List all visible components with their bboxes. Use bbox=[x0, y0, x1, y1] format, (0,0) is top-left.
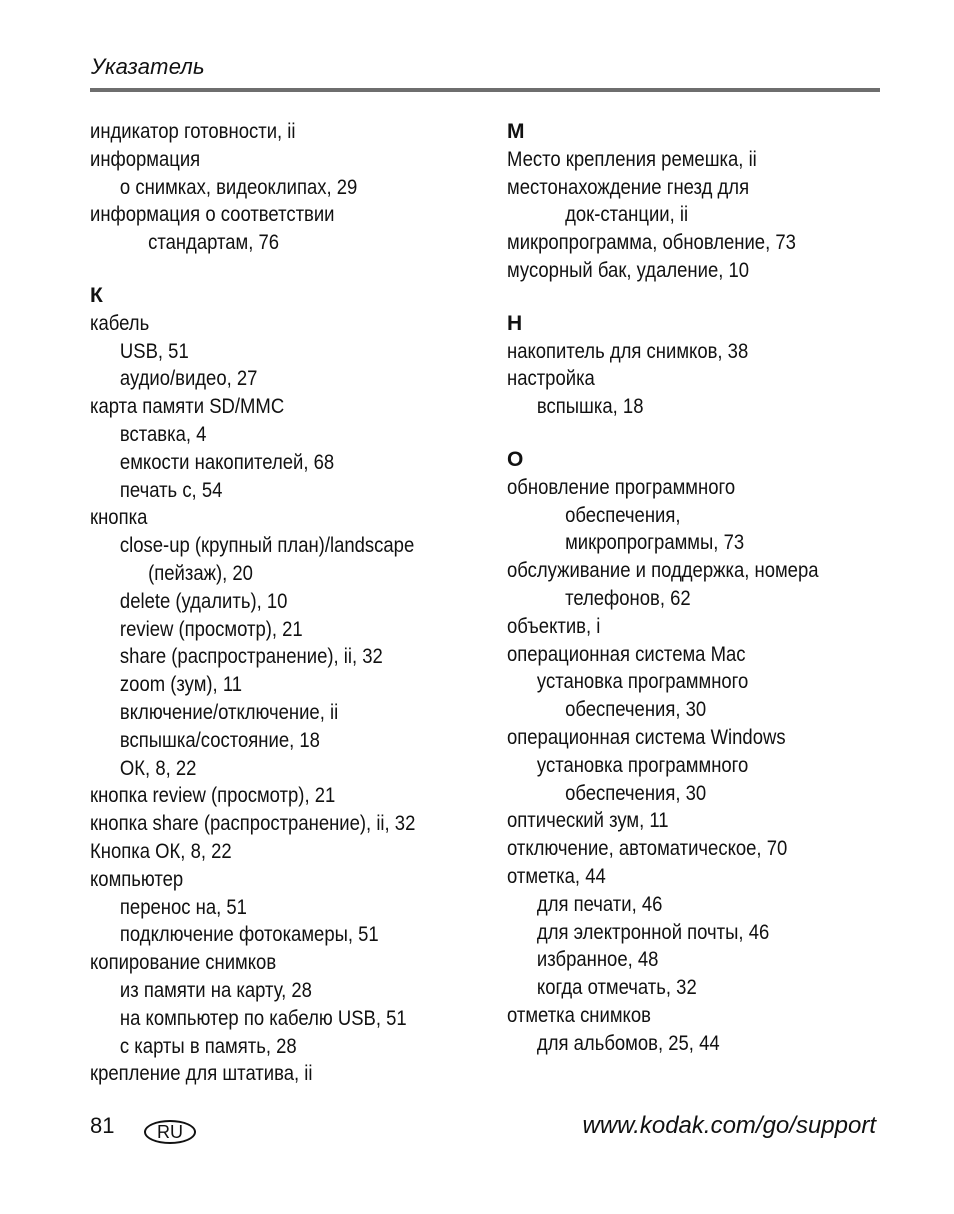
index-subentry: zoom (зум), 11 bbox=[119, 673, 243, 697]
index-section-heading: К bbox=[90, 283, 103, 307]
index-entry: местонахождение гнезд для bbox=[507, 175, 750, 199]
index-subentry: из памяти на карту, 28 bbox=[119, 978, 312, 1002]
index-section-heading: О bbox=[507, 447, 524, 471]
index-entry: кнопка bbox=[90, 506, 148, 530]
index-entry: оптический зум, 11 bbox=[507, 809, 669, 833]
index-entry: индикатор готовности, ii bbox=[90, 120, 296, 143]
index-entry: карта памяти SD/MMC bbox=[90, 395, 285, 419]
index-subentry: о снимках, видеоклипах, 29 bbox=[119, 175, 358, 199]
index-column-left bbox=[90, 118, 490, 1088]
index-subentry: установка программного bbox=[536, 753, 749, 777]
index-entry: обновление программного bbox=[507, 475, 736, 499]
index-subentry: для электронной почты, 46 bbox=[536, 920, 770, 944]
index-entry: Кнопка ОК, 8, 22 bbox=[90, 839, 232, 863]
index-subentry: review (просмотр), 21 bbox=[119, 617, 303, 641]
index-entry: мусорный бак, удаление, 10 bbox=[507, 258, 750, 282]
index-entry: операционная система Windows bbox=[507, 725, 786, 749]
index-subentry: вспышка/состояние, 18 bbox=[119, 728, 320, 752]
index-subentry: док-станции, ii bbox=[565, 203, 689, 227]
index-entry: Место крепления ремешка, ii bbox=[507, 147, 757, 171]
index-subentry: share (распространение), ii, 32 bbox=[119, 645, 383, 669]
language-badge: RU bbox=[144, 1120, 196, 1144]
index-subentry: (пейзаж), 20 bbox=[148, 561, 253, 585]
index-entry: крепление для штатива, ii bbox=[90, 1062, 313, 1086]
index-subentry: close-up (крупный план)/landscape bbox=[119, 534, 415, 558]
index-subentry: установка программного bbox=[536, 670, 749, 694]
index-subentry: избранное, 48 bbox=[536, 948, 659, 972]
index-entry: информация bbox=[90, 147, 201, 171]
index-subentry: для альбомов, 25, 44 bbox=[536, 1031, 720, 1055]
index-entry: настройка bbox=[507, 367, 595, 391]
index-entry: компьютер bbox=[90, 867, 184, 891]
index-subentry: аудио/видео, 27 bbox=[119, 367, 258, 391]
index-subentry: микропрограммы, 73 bbox=[565, 531, 745, 555]
index-entry: кнопка share (распространение), ii, 32 bbox=[90, 812, 416, 836]
index-section-heading: М bbox=[507, 120, 525, 143]
index-entry: отметка, 44 bbox=[507, 864, 606, 888]
index-entry: отметка снимков bbox=[507, 1003, 651, 1027]
page-header-title: Указатель bbox=[91, 54, 205, 79]
header-divider bbox=[90, 88, 880, 92]
index-section-heading: Н bbox=[507, 311, 523, 335]
index-subentry: подключение фотокамеры, 51 bbox=[119, 923, 379, 947]
index-entry: отключение, автоматическое, 70 bbox=[507, 837, 788, 861]
index-subentry: перенос на, 51 bbox=[119, 895, 247, 919]
index-entry: информация о соответствии bbox=[90, 203, 335, 227]
index-entry: копирование снимков bbox=[90, 951, 277, 975]
index-subentry: с карты в память, 28 bbox=[119, 1034, 297, 1058]
index-subentry: на компьютер по кабелю USB, 51 bbox=[119, 1006, 407, 1030]
index-entry: операционная система Mac bbox=[507, 642, 746, 666]
index-subentry: delete (удалить), 10 bbox=[119, 589, 288, 613]
index-entry: кнопка review (просмотр), 21 bbox=[90, 784, 336, 808]
index-subentry: стандартам, 76 bbox=[148, 231, 280, 255]
index-subentry: обеспечения, 30 bbox=[565, 698, 707, 722]
index-subentry: включение/отключение, ii bbox=[119, 700, 339, 724]
page-number: 81 bbox=[90, 1113, 115, 1138]
index-subentry: обеспечения, 30 bbox=[565, 781, 707, 805]
index-subentry: емкости накопителей, 68 bbox=[119, 450, 335, 474]
index-entry: кабель bbox=[90, 311, 150, 335]
index-subentry: когда отмечать, 32 bbox=[536, 976, 697, 1000]
index-subentry: телефонов, 62 bbox=[565, 586, 691, 610]
index-subentry: ОК, 8, 22 bbox=[119, 756, 197, 780]
index-subentry: вспышка, 18 bbox=[536, 395, 644, 419]
support-url[interactable]: www.kodak.com/go/support bbox=[582, 1112, 876, 1139]
index-column-right bbox=[507, 118, 887, 1058]
index-subentry: печать с, 54 bbox=[119, 478, 223, 502]
index-subentry: USB, 51 bbox=[119, 339, 189, 363]
index-entry: накопитель для снимков, 38 bbox=[507, 339, 749, 363]
index-subentry: для печати, 46 bbox=[536, 892, 663, 916]
index-entry: микропрограмма, обновление, 73 bbox=[507, 231, 796, 255]
index-subentry: вставка, 4 bbox=[119, 422, 207, 446]
index-entry: обслуживание и поддержка, номера bbox=[507, 559, 819, 583]
index-subentry: обеспечения, bbox=[565, 503, 681, 527]
index-entry: объектив, i bbox=[507, 614, 601, 638]
